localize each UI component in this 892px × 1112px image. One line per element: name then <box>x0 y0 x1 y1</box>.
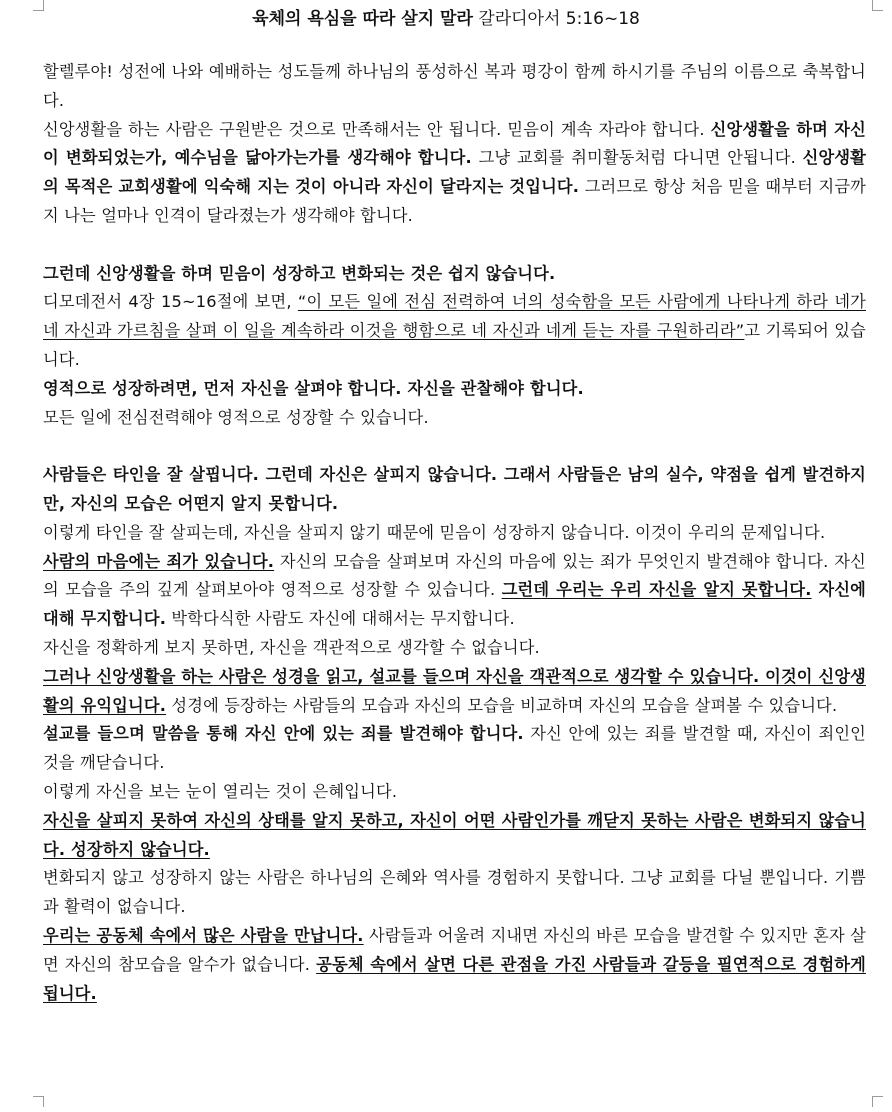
emphasized-text: 설교를 들으며 말씀을 통해 자신 안에 있는 죄를 발견해야 합니다. <box>43 724 524 744</box>
blank-line <box>43 432 866 461</box>
blank-line <box>43 231 866 260</box>
paragraph <box>43 404 866 433</box>
paragraph <box>43 116 866 231</box>
body-text: 신앙생활을 하는 사람은 구원받은 것으로 만족해서는 안 됩니다. 믿음이 계속 자라야 합니다. <box>43 119 711 139</box>
body-text: 모든 일에 전심전력해야 영적으로 성장할 수 있습니다. <box>43 407 429 427</box>
emphasized-text: 영적으로 성장하려면, 먼저 자신을 살펴야 합니다. 자신을 관찰해야 합니다. <box>43 378 584 398</box>
emphasized-text: 그런데 우리는 우리 자신을 알지 못합니다. <box>501 580 812 600</box>
sermon-body <box>43 58 866 1008</box>
emphasized-text: 자신을 살피지 못하여 자신의 상태를 알지 못하고, 자신이 어떤 사람인가를 깨닫지 못하는 사람은 변화되지 않습니다. 성장하지 않습니다. <box>43 810 866 859</box>
body-text: 박학다식한 사람도 자신에 대해서는 무지합니다. <box>166 609 515 629</box>
body-text: 할렐루야! 성전에 나와 예배하는 성도들께 하나님의 풍성하신 복과 평강이 함께 하시기를 주님의 이름으로 축복합니다. <box>43 62 866 110</box>
crop-mark-bottom-left <box>33 1096 44 1107</box>
body-text: 자신의 모습을 살펴보며 자신의 마음에 있는 죄가 무엇인지 발견해야 합니다. 자신의 모습을 주의 깊게 살펴보아야 영적으로 성장할 수 있습니다. <box>43 551 866 600</box>
emphasized-text: 그러나 신앙생활을 하는 사람은 성경을 읽고, 설교를 들으며 자신을 객관적으로 생각할 수 있습니다. 이것이 신앙생활의 유익입니다. <box>43 666 866 715</box>
emphasized-text: 신앙생활을 하며 자신이 변화되었는가, 예수님을 닮아가는가를 생각해야 합니다. <box>43 119 866 168</box>
sermon-title <box>0 4 892 29</box>
paragraph <box>43 634 866 663</box>
body-text: 변화되지 않고 성장하지 않는 사람은 하나님의 은혜와 역사를 경험하지 못합니다. 그냥 교회를 다닐 뿐입니다. 기쁨과 활력이 없습니다. <box>43 868 866 917</box>
body-text: 그러므로 항상 처음 믿을 때부터 지금까지 나는 얼마나 인격이 달라졌는가 생각해야 합니다. <box>43 177 866 225</box>
paragraph <box>43 260 866 289</box>
emphasized-text: 그런데 신앙생활을 하며 믿음이 성장하고 변화되는 것은 쉽지 않습니다. <box>43 263 556 283</box>
sermon-title-main: 육체의 욕심을 따라 살지 말라 <box>252 9 473 29</box>
paragraph <box>43 922 866 1008</box>
emphasized-text: 사람들은 타인을 잘 살핍니다. 그런데 자신은 살피지 않습니다. 그래서 사람들은 남의 실수, 약점을 쉽게 발견하지만, 자신의 모습은 어떤지 알지 못합니다. <box>43 465 866 513</box>
quoted-text: “이 모든 일에 전심 전력하여 너의 성숙함을 모든 사람에게 나타나게 하라 네가 네 자신과 가르침을 살펴 이 일을 계속하라 이것을 행함으로 네 자신과 네게 듣는 자를 구원하리라” <box>43 292 866 341</box>
paragraph <box>43 375 866 404</box>
emphasized-text: 공동체 속에서 살면 다른 관점을 가진 사람들과 갈등을 필연적으로 경험하게 됩니다. <box>43 954 866 1003</box>
body-text: 고 기록되어 있습니다. <box>43 321 866 369</box>
paragraph <box>43 461 866 519</box>
body-text: 이렇게 자신을 보는 눈이 열리는 것이 은혜입니다. <box>43 781 398 801</box>
body-text: 사람들과 어울려 지내면 자신의 바른 모습을 발견할 수 있지만 혼자 살면 자신의 참모습을 알수가 없습니다. <box>43 925 866 974</box>
emphasized-text: 사람의 마음에는 죄가 있습니다. <box>43 551 275 571</box>
paragraph <box>43 778 866 807</box>
body-text: 자신을 정확하게 보지 못하면, 자신을 객관적으로 생각할 수 없습니다. <box>43 637 540 657</box>
paragraph <box>43 519 866 548</box>
emphasized-text: 우리는 공동체 속에서 많은 사람을 만납니다. <box>43 925 364 945</box>
body-text: 자신 안에 있는 죄를 발견할 때, 자신이 죄인인 것을 깨닫습니다. <box>43 724 866 773</box>
emphasized-text: 신앙생활의 목적은 교회생활에 익숙해 지는 것이 아니라 자신이 달라지는 것입니다. <box>43 148 866 197</box>
crop-mark-bottom-right <box>872 1096 883 1107</box>
paragraph <box>43 864 866 922</box>
scripture-reference: 갈라디아서 5:16~18 <box>472 9 640 29</box>
paragraph <box>43 548 866 634</box>
body-text: 그냥 교회를 취미활동처럼 다니면 안됩니다. <box>471 148 803 168</box>
paragraph <box>43 663 866 721</box>
emphasized-text: 자신에 대해 무지합니다. <box>43 580 866 629</box>
body-text: 성경에 등장하는 사람들의 모습과 자신의 모습을 비교하며 자신의 모습을 살펴볼 수 있습니다. <box>166 695 838 715</box>
body-text: 디모데전서 4장 15~16절에 보면, <box>43 292 298 312</box>
body-text: 이렇게 타인을 잘 살피는데, 자신을 살피지 않기 때문에 믿음이 성장하지 않습니다. 이것이 우리의 문제입니다. <box>43 522 826 542</box>
paragraph <box>43 288 866 374</box>
paragraph <box>43 720 866 778</box>
paragraph <box>43 58 866 116</box>
paragraph <box>43 807 866 865</box>
